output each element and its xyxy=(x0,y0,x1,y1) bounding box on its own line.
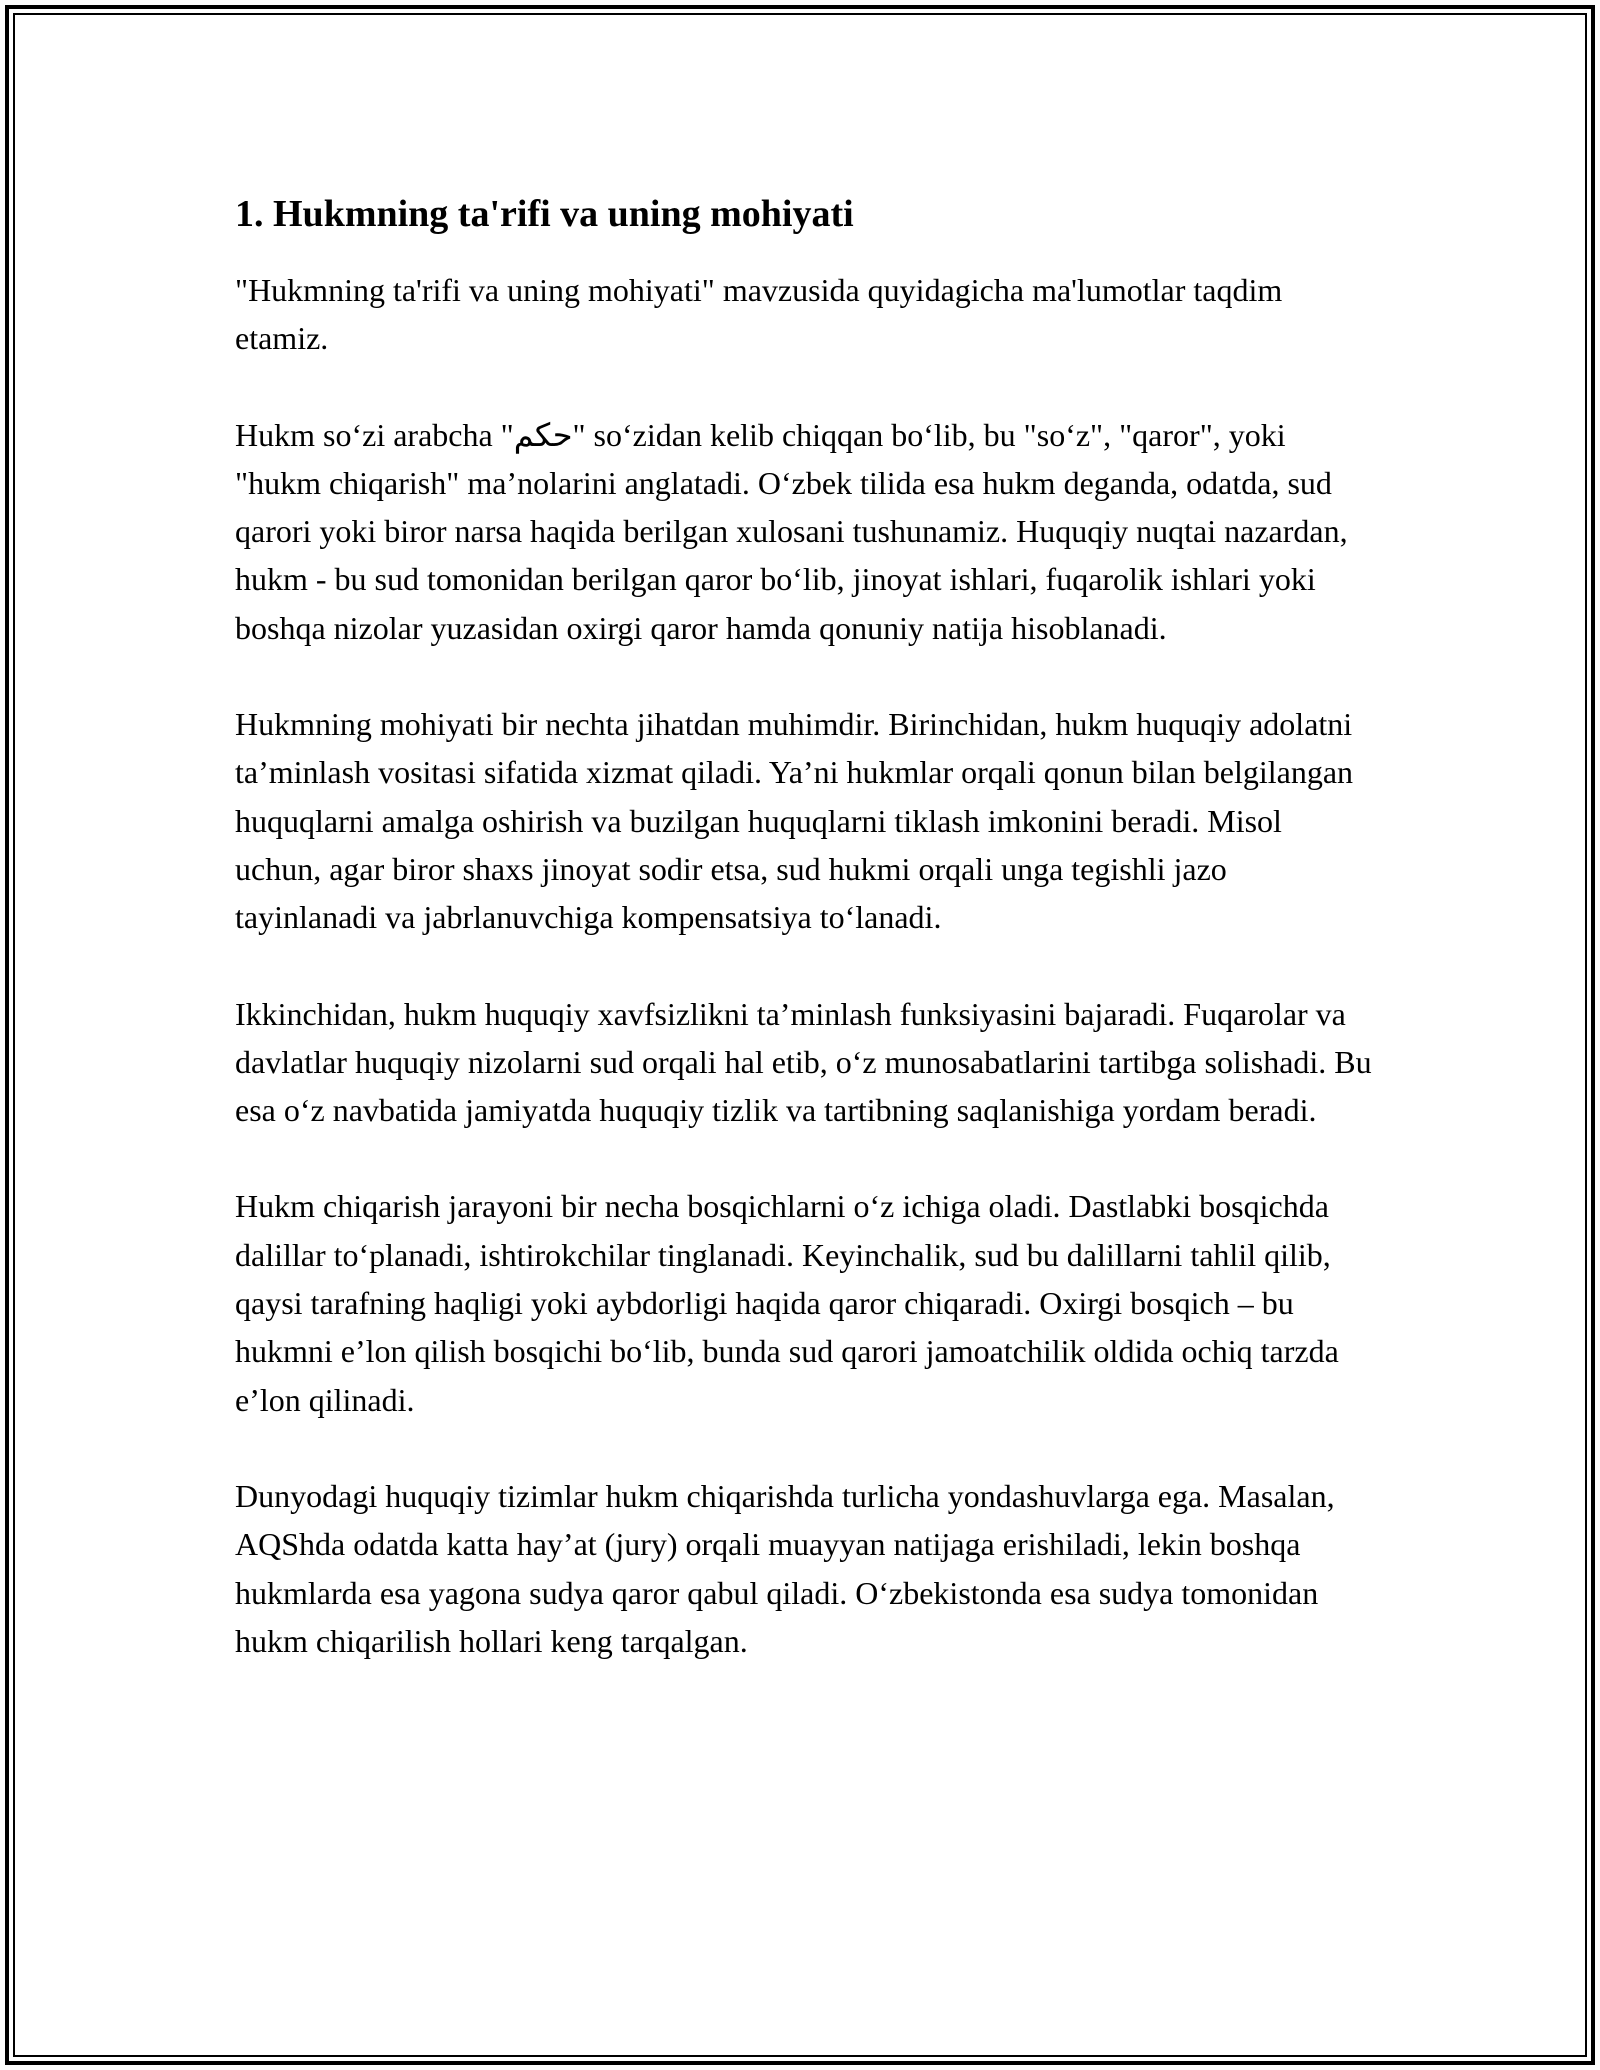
document-title: 1. Hukmning ta'rifi va uning mohiyati xyxy=(235,193,854,235)
paragraph-world-systems: Dunyodagi huquqiy tizimlar hukm chiqarishda turlicha yondashuvlarga ega. Masalan, AQShda odatda katta hay’at (jury) orqali muayyan natijaga erishiladi, lekin boshqa hukmlarda esa yagona sudya qaror qabul qiladi. O‘zbekistonda esa sudya tomonidan hukm chiqarilish hollari keng tarqalgan. xyxy=(235,1477,1335,1659)
paragraph-essence: Hukmning mohiyati bir nechta jihatdan muhimdir. Birinchidan, hukm huquqiy adolatni ta’minlash vositasi sifatida xizmat qiladi. Ya’ni hukmlar orqali qonun bilan belgilangan huquqlarni amalga oshirish va buzilgan huquqlarni tiklash imkonini beradi. Misol uchun, agar biror shaxs jinoyat sodir etsa, sud hukmi orqali unga tegishli jazo tayinlanadi va jabrlanuvchiga kompensatsiya to‘lanadi. xyxy=(235,706,1354,936)
paragraph-process: Hukm chiqarish jarayoni bir necha bosqichlarni o‘z ichiga oladi. Dastlabki bosqichda dalillar to‘planadi, ishtirokchilar tinglanadi. Keyinchalik, sud bu dalillarni tahlil qilib, qaysi tarafning haqligi yoki aybdorligi haqida qaror chiqaradi. Oxirgi bosqich – bu hukmni e’lon qilish bosqichi bo‘lib, bunda sud qarori jamoatchilik oldida ochiq tarzda e’lon qilinadi. xyxy=(235,1188,1339,1418)
paragraph-intro: "Hukmning ta'rifi va uning mohiyati" mavzusida quyidagicha ma'lumotlar taqdim etamiz. xyxy=(235,272,1283,357)
document-body xyxy=(235,185,1375,1713)
paragraph-security: Ikkinchidan, hukm huquqiy xavfsizlikni ta’minlash funksiyasini bajaradi. Fuqarolar va davlatlar huquqiy nizolarni sud orqali hal etib, o‘z munosabatlarini tartibga solishadi. Bu esa o‘z navbatida jamiyatda huquqiy tizlik va tartibning saqlanishiga yordam beradi. xyxy=(235,995,1372,1129)
paragraph-definition: Hukm so‘zi arabcha "حكم" so‘zidan kelib chiqqan bo‘lib, bu "so‘z", "qaror", yoki "hukm chiqarish" ma’nolarini anglatadi. O‘zbek tilida esa hukm deganda, odatda, sud qarori yoki biror narsa haqida berilgan xulosani tushunamiz. Huquqiy nuqtai nazardan, hukm - bu sud tomonidan berilgan qaror bo‘lib, jinoyat ishlari, fuqarolik ishlari yoki boshqa nizolar yuzasidan oxirgi qaror hamda qonuniy natija hisoblanadi. xyxy=(235,416,1348,646)
